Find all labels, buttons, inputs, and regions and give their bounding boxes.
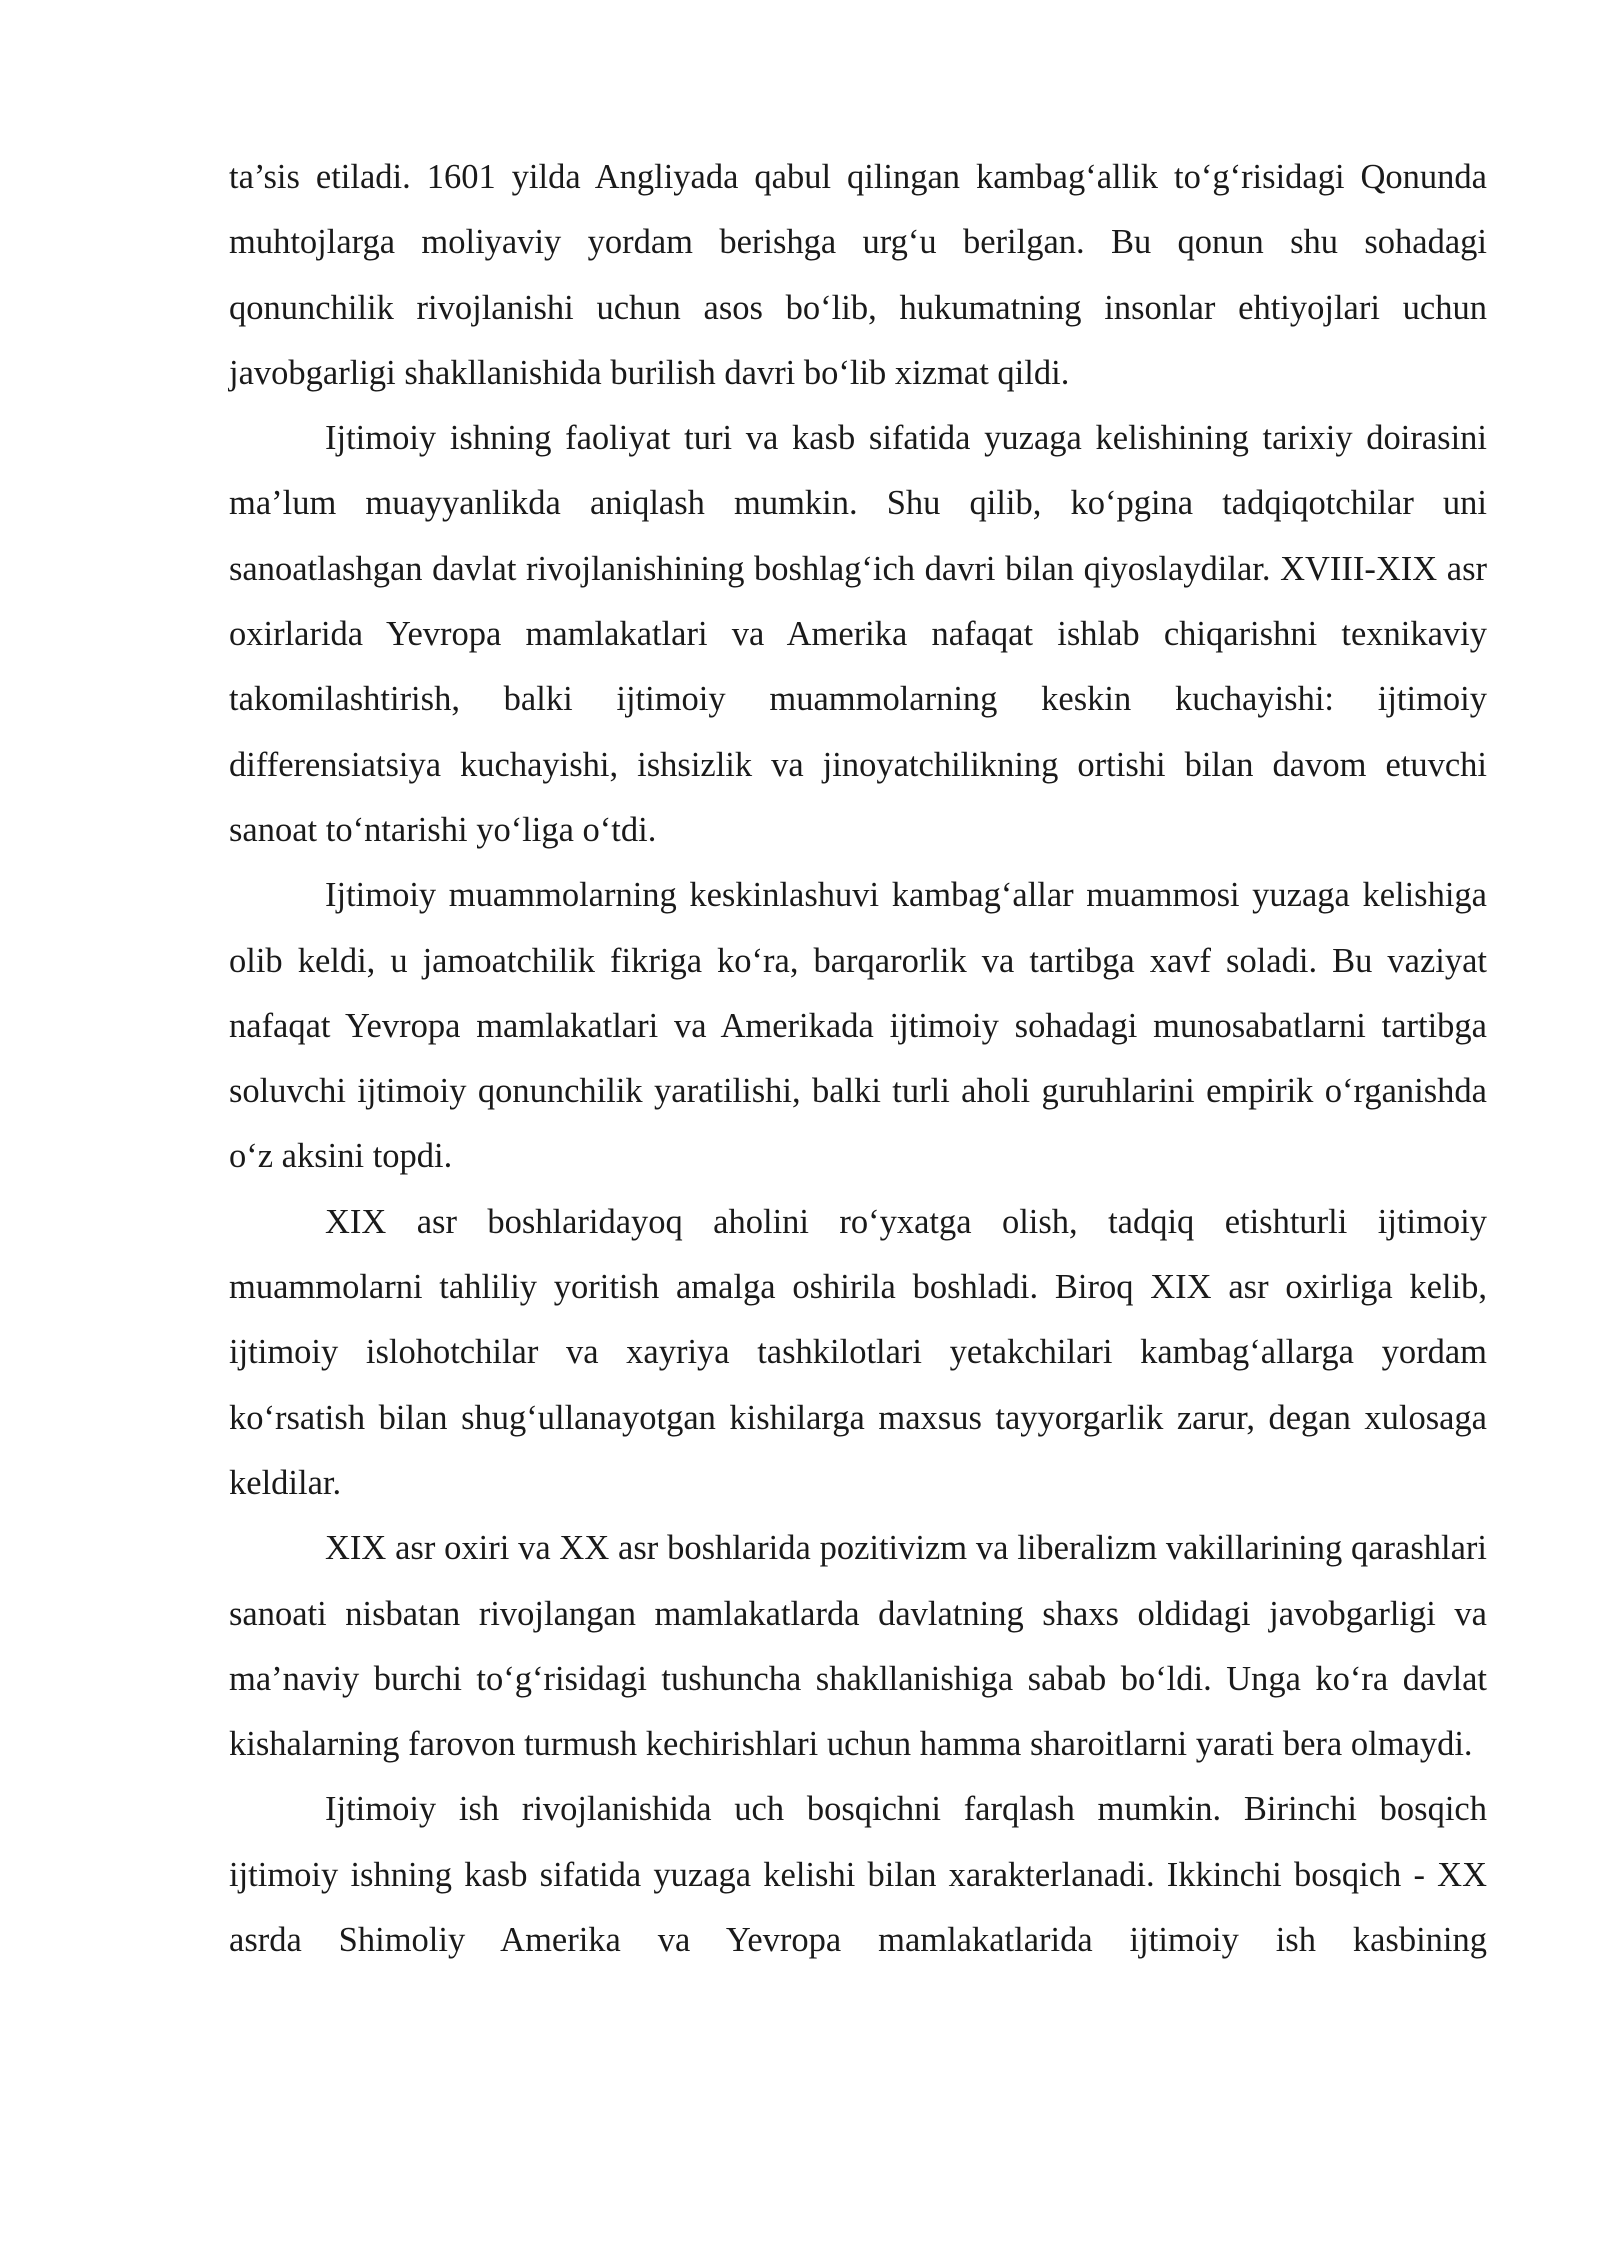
paragraph-4: XIX asr boshlaridayoq aholini ro‘yxatga olish, tadqiq etishturli ijtimoiy muammolarni tahliliy yoritish amalga oshirila boshladi. Biroq XIX asr oxirliga kelib, ijtimoiy islohotchilar va xayriya tashkilotlari yetakchilari kambag‘allarga yordam ko‘rsatish bilan shug‘ullanayotgan kishilarga maxsus tayyorgarlik zarur, degan xulosaga keldilar.	[229, 1202, 1487, 1502]
paragraph-1: ta’sis etiladi. 1601 yilda Angliyada qabul qilingan kambag‘allik to‘g‘risidagi Qonunda muhtojlarga moliyaviy yordam berishga urg‘u berilgan. Bu qonun shu sohadagi qonunchilik rivojlanishi uchun asos bo‘lib, hukumatning insonlar ehtiyojlari uchun javobgarligi shakllanishida burilish davri bo‘lib xizmat qildi.	[229, 158, 1487, 392]
paragraph-6: Ijtimoiy ish rivojlanishida uch bosqichni farqlash mumkin. Birinchi bosqich ijtimoiy ishning kasb sifatida yuzaga kelishi bilan xarakterlanadi. Ikkinchi bosqich - XX asrda Shimoliy Amerika va Yevropa mamlakatlarida ijtimoiy ish kasbining	[229, 1790, 1487, 1960]
paragraph-5: XIX asr oxiri va XX asr boshlarida pozitivizm va liberalizm vakillarining qarashlari sanoati nisbatan rivojlangan mamlakatlarda davlatning shaxs oldidagi javobgarligi va ma’naviy burchi to‘g‘risidagi tushuncha shakllanishiga sabab bo‘ldi. Unga ko‘ra davlat kishalarning farovon turmush kechirishlari uchun hamma sharoitlarni yarati bera olmaydi.	[229, 1529, 1487, 1764]
body-text	[229, 145, 1487, 1973]
paragraph-3: Ijtimoiy muammolarning keskinlashuvi kambag‘allar muammosi yuzaga kelishiga olib keldi, u jamoatchilik fikriga ko‘ra, barqarorlik va tartibga xavf soladi. Bu vaziyat nafaqat Yevropa mamlakatlari va Amerikada ijtimoiy sohadagi munosabatlarni tartibga soluvchi ijtimoiy qonunchilik yaratilishi, balki turli aholi guruhlarini empirik o‘rganishda o‘z aksini topdi.	[229, 876, 1487, 1176]
paragraph-2: Ijtimoiy ishning faoliyat turi va kasb sifatida yuzaga kelishining tarixiy doirasini ma’lum muayyanlikda aniqlash mumkin. Shu qilib, ko‘pgina tadqiqotchilar uni sanoatlashgan davlat rivojlanishining boshlag‘ich davri bilan qiyoslaydilar. XVIII-XIX asr oxirlarida Yevropa mamlakatlari va Amerika nafaqat ishlab chiqarishni texnikaviy takomilashtirish, balki ijtimoiy muammolarning keskin kuchayishi: ijtimoiy differensiatsiya kuchayishi, ishsizlik va jinoyatchilikning ortishi bilan davom etuvchi sanoat to‘ntarishi yo‘liga o‘tdi.	[229, 419, 1487, 849]
